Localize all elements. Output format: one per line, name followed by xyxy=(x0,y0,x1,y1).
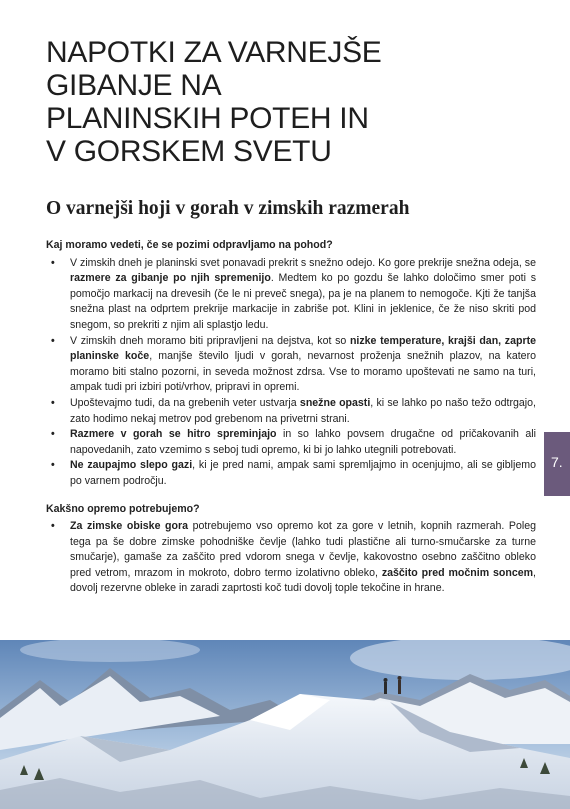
list-item: • Ne zaupajmo slepo gazi, ki je pred nami, ampak sami spremljajmo in ocenjujmo, ali se gibljemo po varnem področju. xyxy=(51,459,536,487)
title-line: GIBANJE NA xyxy=(46,69,222,102)
bullet-icon: • xyxy=(51,520,55,533)
title-line: NAPOTKI ZA VARNEJŠE xyxy=(46,36,382,69)
title-line: PLANINSKIH POTEH IN xyxy=(46,102,369,135)
list-item: • Za zimske obiske gora potrebujemo vso opremo kot za gore v letnih, kopnih razmerah. Poleg tega pa še dobre zimske pohodniške čevlje (lahko tudi plastične ali turno-smučarske za turne smučarje), gamaše za zaščito pred vdorom snega v čevlje, kakovostno osebno zaščitno obleko pred vetrom, mrazom in mokroto, dobro termo izolativno obleko, zaščito pred močnim soncem, dovolj rezervne obleke in zaradi zaprtosti koč tudi dovolj tople tekočine in hrane. xyxy=(51,520,536,595)
list-item: • Upoštevajmo tudi, da na grebenih veter ustvarja snežne opasti, ki se lahko po našo težo odtrgajo, zato hodimo nekaj metrov pod grebenom na privetrni strani. xyxy=(51,396,536,425)
question-heading: Kakšno opremo potrebujemo? xyxy=(46,502,200,515)
winter-mountain-photo xyxy=(0,640,570,809)
bullet-icon: • xyxy=(51,459,55,472)
chapter-number: 7. xyxy=(551,454,563,470)
section-heading: O varnejši hoji v gorah v zimskih razmerah xyxy=(46,198,410,219)
list-item: • V zimskih dneh moramo biti pripravljeni na dejstva, kot so nizke temperature, krajši dan, zaprte planinske koče, manjše število ljudi v gorah, nevarnost proženja snežnih plazov, na katero moramo biti stalno pozorni, in seveda možnost zdrsa. Vse to moramo upoštevati ne samo na turi, ampak tudi pri izbiri poti/vrhov, pripravi in opremi. xyxy=(51,334,536,394)
bullet-icon: • xyxy=(51,334,55,347)
article-body xyxy=(46,238,536,597)
bullet-icon: • xyxy=(51,256,55,269)
list-item: • Razmere v gorah se hitro spreminjajo in so lahko povsem drugačne od pričakovanih ali napovedanih, zato vzemimo s seboj tudi opremo, ki bi jo lahko utegnili potrebovati. xyxy=(51,428,536,456)
chapter-tab xyxy=(544,432,570,496)
bullet-list xyxy=(46,519,536,597)
bullet-icon: • xyxy=(51,396,55,409)
bullet-list xyxy=(46,256,536,490)
page-title xyxy=(46,36,446,168)
title-line: V GORSKEM SVETU xyxy=(46,135,332,168)
bullet-icon: • xyxy=(51,428,55,441)
question-heading: Kaj moramo vedeti, če se pozimi odpravljamo na pohod? xyxy=(46,239,333,251)
list-item: • V zimskih dneh je planinski svet ponavadi prekrit s snežno odejo. Ko gore prekrije snežna odeja, se razmere za gibanje po njih spremenijo. Medtem ko po gozdu še lahko določimo smer poti s pomočjo markacij na drevesih (če le ni preveč snega), pa je na planem to nemogoče. Kjti že tanjša snežna plast na odprtem prekrije markacije in zabriše pot. Klini in jeklenice, če že niso skriti pod snegom, so prekriti z njim ali splastjo ledu. xyxy=(51,256,536,331)
